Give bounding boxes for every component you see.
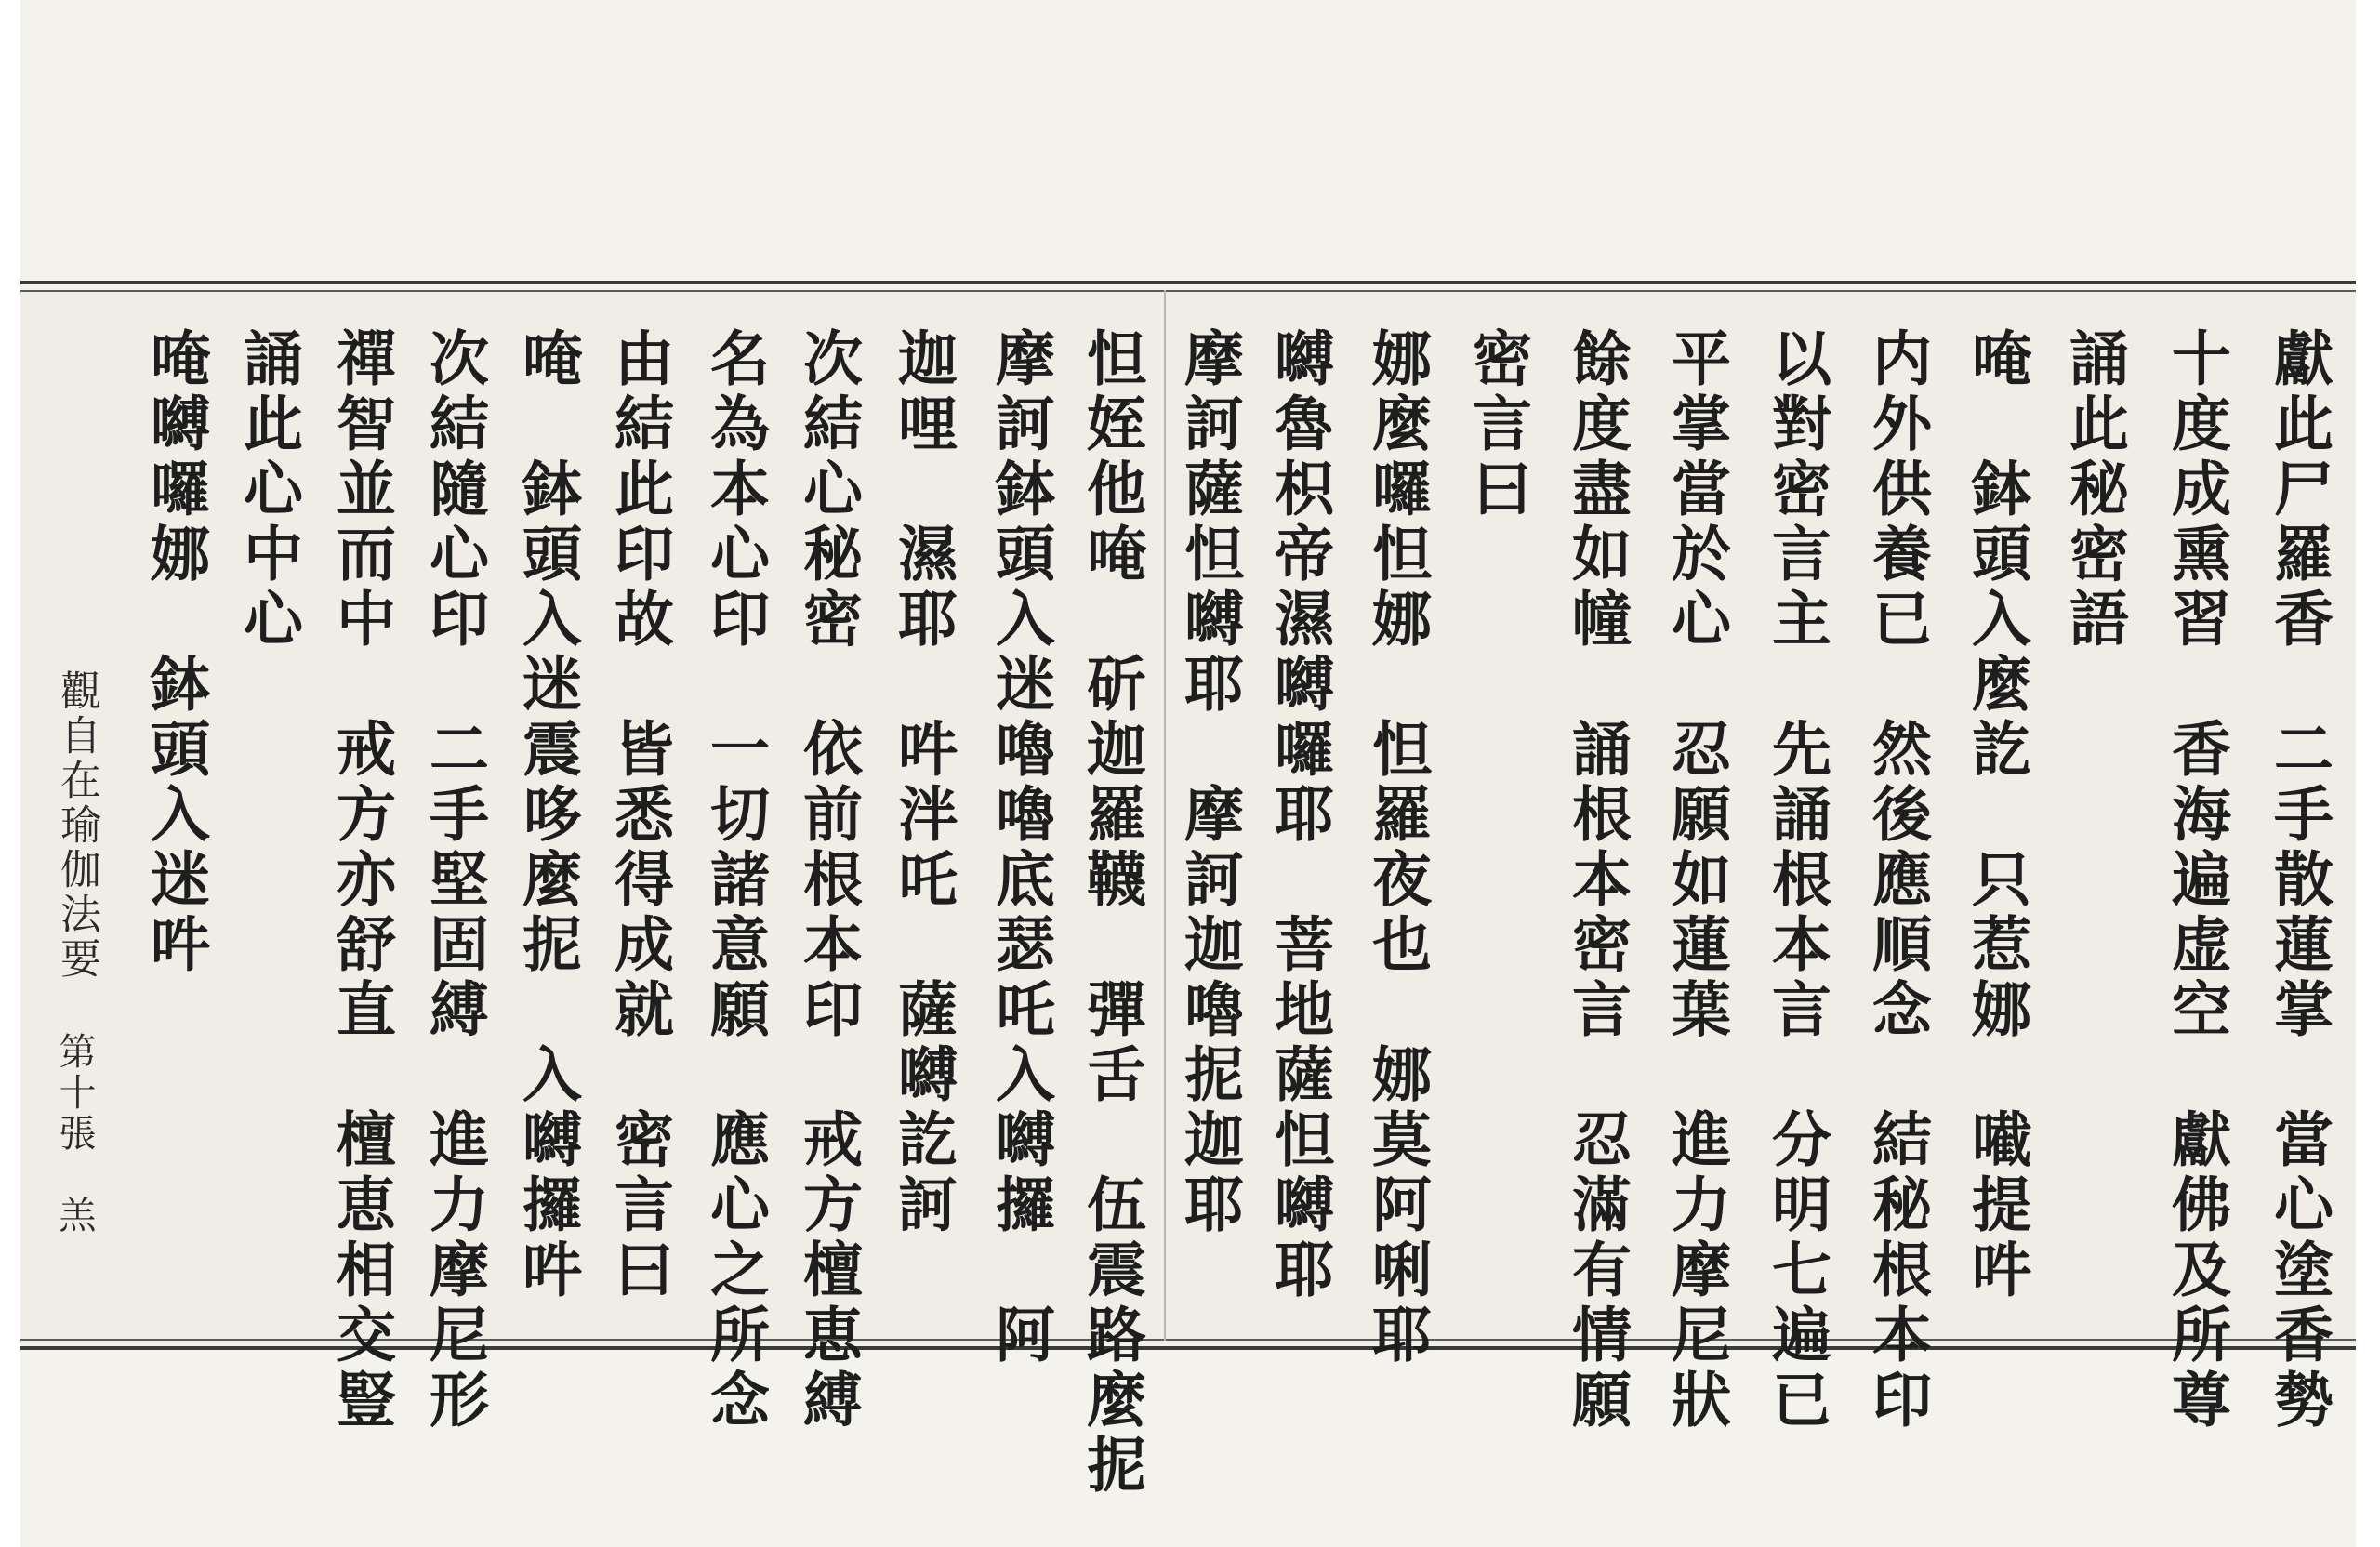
text-column: 次結隨心印 二手堅固縛 進力摩尼形: [419, 327, 489, 1434]
text-column: 名為本心印 一切諸意願 應心之所念: [700, 327, 770, 1434]
text-column: 唵嚩囉娜 鉢頭入迷吽: [140, 327, 210, 978]
text-column: 誦此心中心: [233, 327, 303, 653]
text-column: 餘度盡如幢 誦根本密言 忍滿有情願: [1562, 327, 1632, 1434]
margin-page-number: 第十張 羔: [53, 1032, 96, 1236]
text-column: 以對密言主 先誦根本言 分明七遍已: [1762, 327, 1831, 1434]
text-column: 摩訶薩怛嚩耶 摩訶迦嚕抳迦耶: [1174, 327, 1244, 1238]
text-column: 誦此秘密語: [2059, 327, 2129, 653]
text-column: 娜麼囉怛娜 怛羅夜也 娜莫阿唎耶: [1362, 327, 1432, 1368]
text-column: 唵 鉢頭入麼訖 只惹娜 𡁶提吽: [1962, 327, 2031, 1303]
text-column: 禪智並而中 戒方亦舒直 檀恵相交豎: [326, 327, 396, 1434]
text-column: 唵 鉢頭入迷震哆麼抳 入嚩攞吽: [512, 327, 582, 1303]
text-column: 平掌當於心 忍願如蓮葉 進力摩尼狀: [1661, 327, 1731, 1434]
text-column: 密言曰: [1462, 327, 1532, 522]
text-column: 次結心秘密 依前根本印 戒方檀恵縛: [793, 327, 863, 1434]
text-column: 十度成熏習 香海遍虚空 獻佛及所尊: [2162, 327, 2231, 1434]
text-column: 内外供養已 然後應順念 結秘根本印: [1862, 327, 1932, 1434]
text-column: 摩訶鉢頭入迷嚕嚕底瑟吒入嚩攞 阿: [985, 327, 1055, 1368]
text-column: 由結此印故 皆悉得成就 密言曰: [604, 327, 674, 1303]
page-edge-right: [2356, 0, 2380, 1547]
margin-title: 觀自在瑜伽法要: [53, 669, 100, 982]
text-column: 嚩魯枳帝濕嚩囉耶 菩地薩怛嚩耶: [1264, 327, 1334, 1303]
text-column: 怛姪他唵 斫迦羅韈 彈舌 伍震路麼抳: [1077, 327, 1146, 1499]
text-column: 獻此尸羅香 二手散蓮掌 當心塗香勢: [2264, 327, 2334, 1434]
center-fold-line: [1164, 290, 1166, 1341]
top-border-rule: [20, 281, 2356, 292]
page-edge-left: [0, 0, 20, 1547]
text-column: 迦哩 濕耶 吽泮吒 薩嚩訖訶: [888, 327, 958, 1238]
